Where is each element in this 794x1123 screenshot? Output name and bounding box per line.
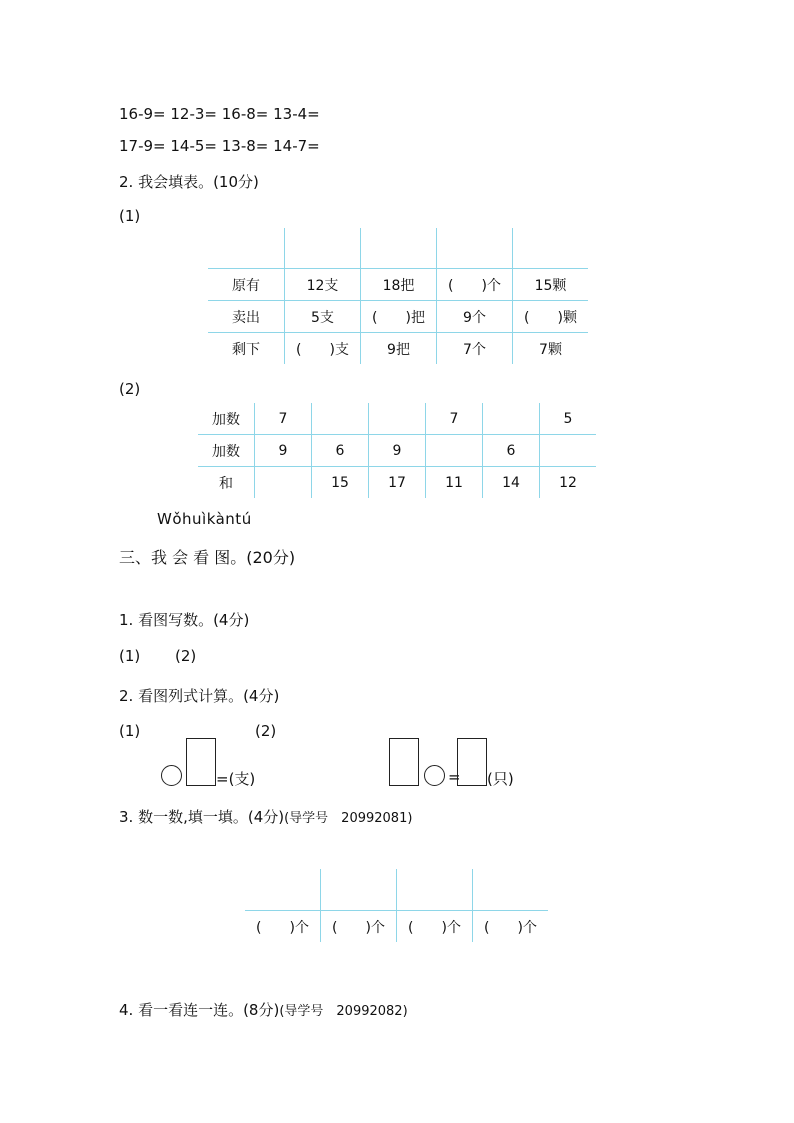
- answer-cell[interactable]: [369, 403, 426, 435]
- table-cell: 15: [312, 467, 369, 499]
- answer-cell[interactable]: [312, 403, 369, 435]
- q2-title: 2. 我会填表。(10分): [119, 173, 259, 191]
- unit-label: (只): [487, 770, 514, 788]
- q3-2-part1: (1): [119, 722, 141, 740]
- unit-label: =(支): [216, 770, 256, 788]
- table-cell: 9个: [437, 301, 513, 333]
- q3-3-text: 3. 数一数,填一填。(4分): [119, 808, 285, 826]
- q3-1-title: 1. 看图写数。(4分): [119, 611, 250, 629]
- table-row: [208, 228, 588, 269]
- q2-part2-label: (2): [119, 380, 141, 398]
- table-cell: 12支: [285, 269, 361, 301]
- q2-part1-label: (1): [119, 207, 141, 225]
- table-cell: 5支: [285, 301, 361, 333]
- table-cell: 卖出: [208, 301, 285, 333]
- table-cell: 12: [540, 467, 597, 499]
- table-cell: 加数: [198, 403, 255, 435]
- answer-cell[interactable]: [426, 435, 483, 467]
- answer-cell[interactable]: ( )个: [397, 911, 473, 943]
- q3-3-title: [119, 806, 412, 827]
- table-row: [208, 301, 588, 333]
- table-cell: 5: [540, 403, 597, 435]
- table-row: [208, 269, 588, 301]
- table-cell: 7颗: [513, 333, 589, 365]
- operator-circle[interactable]: [424, 765, 445, 786]
- answer-cell[interactable]: ( )个: [321, 911, 397, 943]
- table-cell: 6: [312, 435, 369, 467]
- table-cell: 18把: [361, 269, 437, 301]
- q3-4-title: [119, 999, 408, 1020]
- operator-circle[interactable]: [161, 765, 182, 786]
- answer-cell[interactable]: ( )个: [245, 911, 321, 943]
- table-row: [245, 911, 548, 943]
- table-row: [208, 333, 588, 365]
- table-cell: 17: [369, 467, 426, 499]
- table-cell: 9: [369, 435, 426, 467]
- table-cell: 7: [255, 403, 312, 435]
- table-row: [198, 467, 596, 499]
- answer-cell[interactable]: ( )颗: [513, 301, 589, 333]
- table-cell: 14: [483, 467, 540, 499]
- answer-cell[interactable]: [255, 467, 312, 499]
- answer-box[interactable]: [457, 738, 487, 786]
- section-3-title: 三、我 会 看 图。(20分): [119, 548, 296, 567]
- answer-cell[interactable]: ( )个: [473, 911, 549, 943]
- answer-cell[interactable]: ( )把: [361, 301, 437, 333]
- q3-1-parts: (1) (2): [119, 647, 197, 665]
- q3-4-ref: (导学号 20992082): [279, 1004, 408, 1019]
- table-row: [245, 869, 548, 911]
- table-cell: 7个: [437, 333, 513, 365]
- equals-sign: =: [448, 768, 461, 786]
- arith-row-1: 16-9= 12-3= 16-8= 13-4=: [119, 105, 320, 123]
- table-cell: 11: [426, 467, 483, 499]
- table-cell: 剩下: [208, 333, 285, 365]
- table-row: [198, 403, 596, 435]
- answer-box[interactable]: [186, 738, 216, 786]
- q3-2-part2: (2): [255, 722, 277, 740]
- fill-table-2: [198, 403, 596, 498]
- table-cell: 6: [483, 435, 540, 467]
- answer-cell[interactable]: ( )支: [285, 333, 361, 365]
- answer-cell[interactable]: [540, 435, 597, 467]
- table-cell: 9: [255, 435, 312, 467]
- table-row: [198, 435, 596, 467]
- table-cell: 9把: [361, 333, 437, 365]
- table-cell: 7: [426, 403, 483, 435]
- table-cell: 和: [198, 467, 255, 499]
- table-cell: 加数: [198, 435, 255, 467]
- q3-2-title: 2. 看图列式计算。(4分): [119, 687, 280, 705]
- q3-4-text: 4. 看一看连一连。(8分): [119, 1001, 280, 1019]
- q3-3-ref: (导学号 20992081): [284, 811, 413, 826]
- answer-cell[interactable]: [483, 403, 540, 435]
- fill-table-1: [208, 228, 588, 364]
- answer-cell[interactable]: ( )个: [437, 269, 513, 301]
- table-cell: 原有: [208, 269, 285, 301]
- arith-row-2: 17-9= 14-5= 13-8= 14-7=: [119, 137, 320, 155]
- answer-box[interactable]: [389, 738, 419, 786]
- pinyin-annotation: Wǒhuìkàntú: [157, 510, 252, 528]
- table-cell: 15颗: [513, 269, 589, 301]
- count-table: [245, 869, 548, 942]
